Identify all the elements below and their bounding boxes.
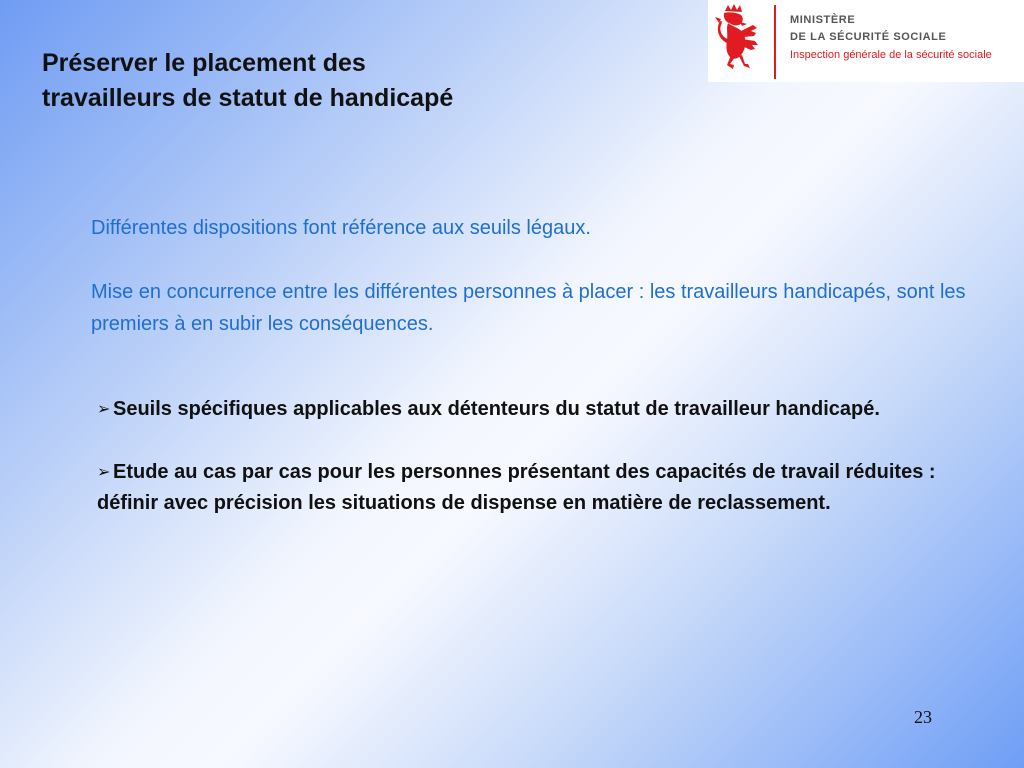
logo-text <box>790 12 992 64</box>
arrow-bullet-icon: ➢ <box>97 399 111 418</box>
bullet-item-text: Etude au cas par cas pour les personnes présentant des capacités de travail réduites : définir avec précision les situations de dispense en matière de reclassement. <box>97 461 936 514</box>
bullet-item <box>97 456 977 519</box>
arrow-bullet-icon: ➢ <box>97 462 111 481</box>
intro-paragraph-2: Mise en concurrence entre les différentes personnes à placer : les travailleurs handicapés, sont les premiers à en subir les conséquences. <box>91 281 966 335</box>
bullet-item <box>97 393 977 425</box>
bullet-list <box>97 393 977 519</box>
bullet-item-text: Seuils spécifiques applicables aux détenteurs du statut de travailleur handicapé. <box>113 398 880 420</box>
logo-inspection-name: Inspection générale de la sécurité sociale <box>790 49 992 61</box>
slide-title <box>42 46 682 116</box>
ministry-logo <box>708 0 1024 82</box>
page-number: 23 <box>914 707 932 727</box>
intro-paragraph-1: Différentes dispositions font référence aux seuils légaux. <box>91 217 591 239</box>
slide-title-line-1: Préserver le placement des <box>42 49 366 77</box>
slide-title-line-2: travailleurs de statut de handicapé <box>42 84 454 112</box>
intro-text-block <box>91 212 991 340</box>
red-lion-icon <box>711 3 767 73</box>
logo-divider <box>774 5 776 79</box>
logo-ministry-label: MINISTÈRE <box>790 14 856 26</box>
logo-ministry-name: DE LA SÉCURITÉ SOCIALE <box>790 31 947 43</box>
